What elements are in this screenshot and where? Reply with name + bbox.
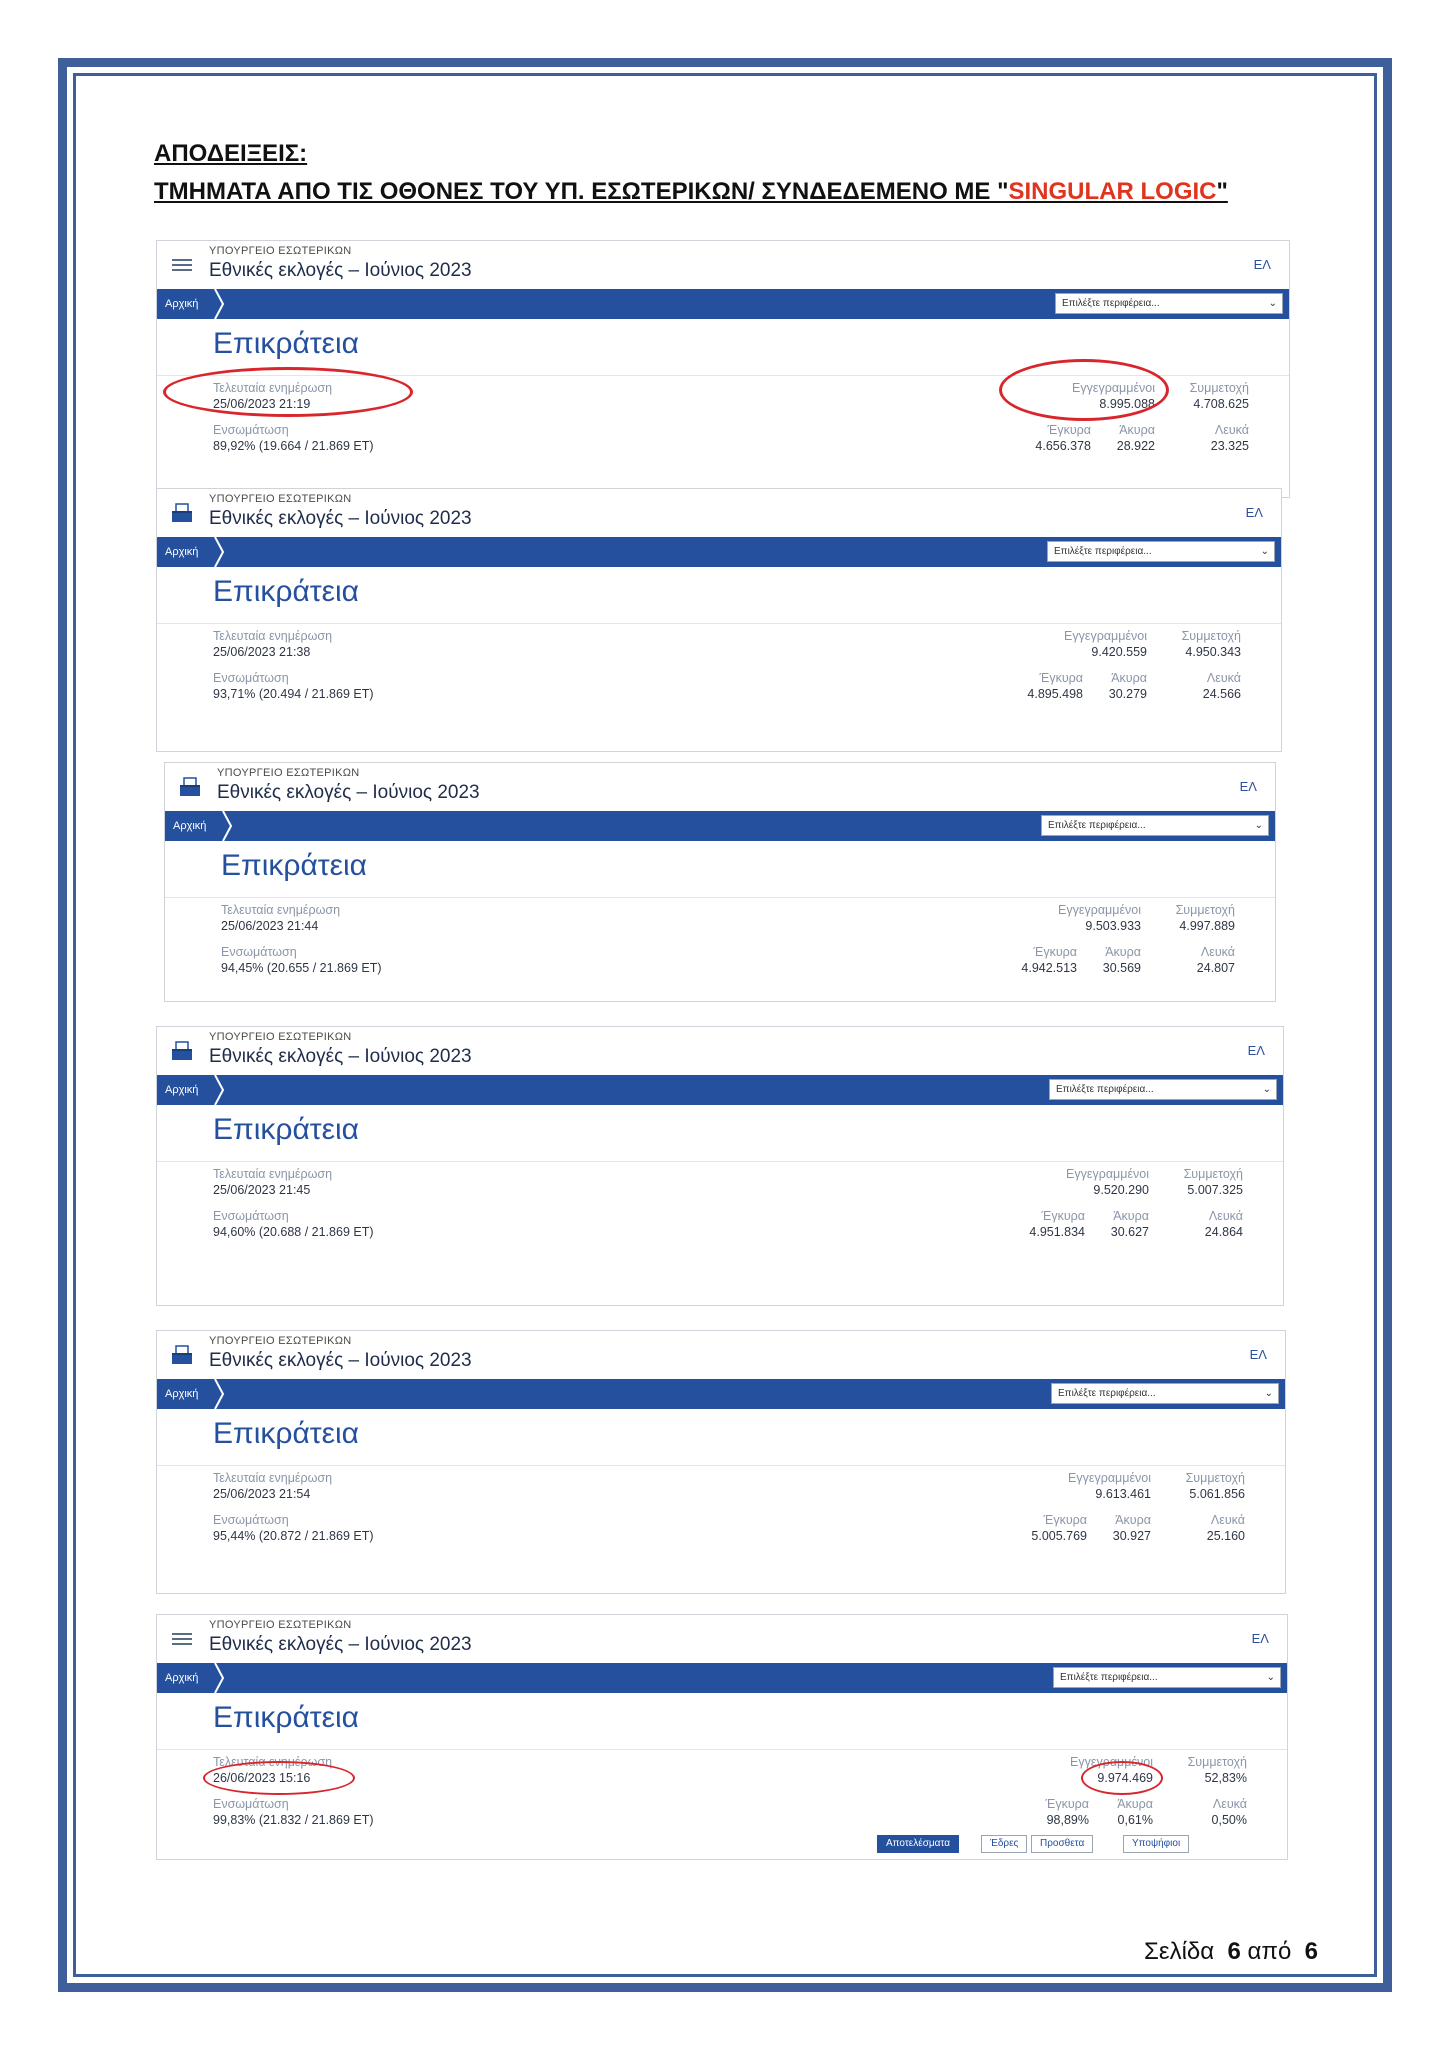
integration-label: Ενσωμάτωση [221, 945, 297, 959]
subheading-close-quote: " [1216, 178, 1228, 205]
last-update-value: 25/06/2023 21:38 [213, 645, 311, 659]
invalid-label: Άκυρα [1115, 1513, 1151, 1527]
last-update-value: 25/06/2023 21:19 [213, 397, 311, 411]
last-update-value: 26/06/2023 15:16 [213, 1771, 311, 1785]
tab-2[interactable]: Προσθετα [1031, 1835, 1093, 1853]
valid-value: 4.951.834 [1029, 1225, 1085, 1239]
breadcrumb-bar [165, 811, 1275, 841]
results-tabs [877, 1835, 1257, 1853]
region-select[interactable] [1041, 815, 1269, 836]
invalid-value: 30.279 [1108, 687, 1147, 701]
election-screenshot-1 [156, 240, 1290, 498]
blank-label: Λευκά [1200, 945, 1235, 959]
site-header [165, 763, 1275, 811]
blank-label: Λευκά [1210, 1513, 1245, 1527]
turnout-value: 5.007.325 [1187, 1183, 1243, 1197]
breadcrumb-bar [157, 537, 1281, 567]
chevron-right-icon [213, 537, 225, 567]
registered-label: Εγγεγραμμένοι [1068, 1471, 1151, 1485]
region-select-value: Επιλέξτε περιφέρεια... [1060, 1672, 1158, 1683]
chevron-down-icon: ⌄ [1260, 546, 1269, 557]
integration-value: 94,45% (20.655 / 21.869 ΕΤ) [221, 961, 382, 975]
valid-label: Έγκυρα [1047, 423, 1091, 437]
language-switch[interactable]: ΕΛ [1239, 779, 1257, 794]
registered-value: 8.995.088 [1099, 397, 1155, 411]
ministry-name: ΥΠΟΥΡΓΕΙΟ ΕΣΩΤΕΡΙΚΩΝ [209, 493, 352, 505]
region-select[interactable] [1047, 541, 1275, 562]
election-title: Εθνικές εκλογές – Ιούνιος 2023 [209, 260, 472, 281]
results-summary [157, 1693, 1287, 1860]
invalid-label: Άκυρα [1113, 1209, 1149, 1223]
last-update-label: Τελευταία ενημέρωση [213, 1471, 333, 1485]
results-summary [157, 1409, 1285, 1594]
last-update-label: Τελευταία ενημέρωση [213, 629, 333, 643]
language-switch[interactable]: ΕΛ [1251, 1631, 1269, 1646]
blank-value: 24.566 [1202, 687, 1241, 701]
region-select-value: Επιλέξτε περιφέρεια... [1056, 1084, 1154, 1095]
valid-label: Έγκυρα [1033, 945, 1077, 959]
valid-label: Έγκυρα [1045, 1797, 1089, 1811]
total-pages: 6 [1304, 1938, 1318, 1965]
registered-value: 9.613.461 [1095, 1487, 1151, 1501]
chevron-right-icon [213, 1075, 225, 1105]
highlight-circle [1081, 1761, 1163, 1795]
integration-label: Ενσωμάτωση [213, 1513, 289, 1527]
turnout-label: Συμμετοχή [1189, 381, 1249, 395]
integration-value: 95,44% (20.872 / 21.869 ΕΤ) [213, 1529, 374, 1543]
last-update-label: Τελευταία ενημέρωση [213, 1167, 333, 1181]
turnout-value: 4.997.889 [1179, 919, 1235, 933]
region-select-value: Επιλέξτε περιφέρεια... [1062, 298, 1160, 309]
page-title: Επικράτεια [213, 1113, 360, 1146]
language-switch[interactable]: ΕΛ [1247, 1043, 1265, 1058]
menu-icon[interactable] [169, 255, 195, 275]
chevron-right-icon [213, 1663, 225, 1693]
breadcrumb-home[interactable]: Αρχική [173, 820, 207, 832]
divider [157, 1161, 1283, 1162]
invalid-label: Άκυρα [1119, 423, 1155, 437]
results-summary [157, 319, 1289, 498]
region-select[interactable] [1049, 1079, 1277, 1100]
election-screenshot-2 [156, 488, 1282, 752]
valid-value: 5.005.769 [1031, 1529, 1087, 1543]
blank-value: 23.325 [1210, 439, 1249, 453]
ballot-box-icon [177, 777, 203, 797]
registered-label: Εγγεγραμμένοι [1066, 1167, 1149, 1181]
registered-label: Εγγεγραμμένοι [1064, 629, 1147, 643]
breadcrumb-bar [157, 1075, 1283, 1105]
turnout-value: 5.061.856 [1189, 1487, 1245, 1501]
integration-value: 94,60% (20.688 / 21.869 ΕΤ) [213, 1225, 374, 1239]
ministry-name: ΥΠΟΥΡΓΕΙΟ ΕΣΩΤΕΡΙΚΩΝ [217, 767, 360, 779]
turnout-label: Συμμετοχή [1183, 1167, 1243, 1181]
highlight-circle [203, 1761, 355, 1795]
highlight-circle [999, 359, 1169, 421]
election-title: Εθνικές εκλογές – Ιούνιος 2023 [209, 1350, 472, 1371]
region-select-value: Επιλέξτε περιφέρεια... [1058, 1388, 1156, 1399]
integration-label: Ενσωμάτωση [213, 423, 289, 437]
breadcrumb-home[interactable]: Αρχική [165, 1388, 199, 1400]
divider [165, 897, 1275, 898]
registered-value: 9.420.559 [1091, 645, 1147, 659]
valid-value: 4.895.498 [1027, 687, 1083, 701]
blank-label: Λευκά [1214, 423, 1249, 437]
region-select[interactable] [1055, 293, 1283, 314]
site-header [157, 489, 1281, 537]
chevron-down-icon: ⌄ [1262, 1084, 1271, 1095]
blank-value: 24.807 [1196, 961, 1235, 975]
highlight-circle [163, 367, 413, 417]
ministry-name: ΥΠΟΥΡΓΕΙΟ ΕΣΩΤΕΡΙΚΩΝ [209, 1619, 352, 1631]
election-screenshot-4 [156, 1026, 1284, 1306]
invalid-value: 0,61% [1117, 1813, 1153, 1827]
divider [157, 1749, 1287, 1750]
results-summary [165, 841, 1275, 1002]
last-update-value: 25/06/2023 21:54 [213, 1487, 311, 1501]
divider [157, 623, 1281, 624]
breadcrumb-home[interactable]: Αρχική [165, 1084, 199, 1096]
invalid-value: 30.569 [1102, 961, 1141, 975]
site-header [157, 241, 1289, 289]
region-select[interactable] [1053, 1667, 1281, 1688]
ballot-box-icon [169, 1041, 195, 1061]
page-title: Επικράτεια [213, 1701, 360, 1734]
election-title: Εθνικές εκλογές – Ιούνιος 2023 [209, 1046, 472, 1067]
election-title: Εθνικές εκλογές – Ιούνιος 2023 [209, 1634, 472, 1655]
evidence-heading: ΑΠΟΔΕΙΞΕΙΣ: [154, 140, 308, 167]
registered-label: Εγγεγραμμένοι [1058, 903, 1141, 917]
breadcrumb-home[interactable]: Αρχική [165, 546, 199, 558]
turnout-value: 4.708.625 [1193, 397, 1249, 411]
chevron-right-icon [221, 811, 233, 841]
invalid-label: Άκυρα [1111, 671, 1147, 685]
valid-value: 4.656.378 [1035, 439, 1091, 453]
page-label: Σελίδα [1144, 1938, 1215, 1965]
page-number [1144, 1938, 1318, 1966]
turnout-label: Συμμετοχή [1181, 629, 1241, 643]
blank-value: 0,50% [1211, 1813, 1247, 1827]
current-page: 6 [1227, 1938, 1241, 1965]
site-header [157, 1331, 1285, 1379]
chevron-down-icon: ⌄ [1264, 1388, 1273, 1399]
valid-label: Έγκυρα [1043, 1513, 1087, 1527]
tab-3[interactable]: Υποψήφιοι [1123, 1835, 1189, 1853]
turnout-value: 52,83% [1204, 1771, 1247, 1785]
integration-label: Ενσωμάτωση [213, 1209, 289, 1223]
results-summary [157, 567, 1281, 752]
registered-label: Εγγεγραμμένοι [1070, 1755, 1153, 1769]
page-title: Επικράτεια [213, 575, 360, 608]
tab-0[interactable]: Αποτελέσματα [877, 1835, 959, 1853]
menu-icon[interactable] [169, 1629, 195, 1649]
invalid-value: 30.627 [1110, 1225, 1149, 1239]
last-update-label: Τελευταία ενημέρωση [221, 903, 341, 917]
breadcrumb-bar [157, 1379, 1285, 1409]
registered-label: Εγγεγραμμένοι [1072, 381, 1155, 395]
chevron-down-icon: ⌄ [1266, 1672, 1275, 1683]
integration-value: 93,71% (20.494 / 21.869 ΕΤ) [213, 687, 374, 701]
language-switch[interactable]: ΕΛ [1249, 1347, 1267, 1362]
invalid-label: Άκυρα [1105, 945, 1141, 959]
election-screenshot-3 [164, 762, 1276, 1002]
region-select-value: Επιλέξτε περιφέρεια... [1054, 546, 1152, 557]
valid-label: Έγκυρα [1039, 671, 1083, 685]
chevron-down-icon: ⌄ [1268, 298, 1277, 309]
ballot-box-icon [169, 503, 195, 523]
valid-value: 98,89% [1046, 1813, 1089, 1827]
ballot-box-icon [169, 1345, 195, 1365]
turnout-value: 4.950.343 [1185, 645, 1241, 659]
last-update-value: 25/06/2023 21:44 [221, 919, 319, 933]
chevron-down-icon: ⌄ [1254, 820, 1263, 831]
valid-value: 4.942.513 [1021, 961, 1077, 975]
last-update-label: Τελευταία ενημέρωση [213, 381, 333, 395]
blank-value: 24.864 [1204, 1225, 1243, 1239]
last-update-value: 25/06/2023 21:45 [213, 1183, 311, 1197]
results-summary [157, 1105, 1283, 1306]
ministry-name: ΥΠΟΥΡΓΕΙΟ ΕΣΩΤΕΡΙΚΩΝ [209, 1031, 352, 1043]
integration-label: Ενσωμάτωση [213, 1797, 289, 1811]
integration-label: Ενσωμάτωση [213, 671, 289, 685]
integration-value: 99,83% (21.832 / 21.869 ΕΤ) [213, 1813, 374, 1827]
language-switch[interactable]: ΕΛ [1253, 257, 1271, 272]
turnout-label: Συμμετοχή [1185, 1471, 1245, 1485]
turnout-label: Συμμετοχή [1175, 903, 1235, 917]
page-title: Επικράτεια [221, 849, 368, 882]
ministry-name: ΥΠΟΥΡΓΕΙΟ ΕΣΩΤΕΡΙΚΩΝ [209, 245, 352, 257]
language-switch[interactable]: ΕΛ [1245, 505, 1263, 520]
breadcrumb-home[interactable]: Αρχική [165, 298, 199, 310]
blank-label: Λευκά [1206, 671, 1241, 685]
election-title: Εθνικές εκλογές – Ιούνιος 2023 [209, 508, 472, 529]
turnout-label: Συμμετοχή [1187, 1755, 1247, 1769]
divider [157, 1465, 1285, 1466]
ministry-name: ΥΠΟΥΡΓΕΙΟ ΕΣΩΤΕΡΙΚΩΝ [209, 1335, 352, 1347]
election-screenshot-6 [156, 1614, 1288, 1860]
integration-value: 89,92% (19.664 / 21.869 ΕΤ) [213, 439, 374, 453]
page-title: Επικράτεια [213, 327, 360, 360]
invalid-value: 28.922 [1116, 439, 1155, 453]
blank-label: Λευκά [1208, 1209, 1243, 1223]
blank-value: 25.160 [1206, 1529, 1245, 1543]
last-update-label: Τελευταία ενημέρωση [213, 1755, 333, 1769]
evidence-subheading [154, 178, 1228, 206]
invalid-value: 30.927 [1112, 1529, 1151, 1543]
registered-value: 9.520.290 [1093, 1183, 1149, 1197]
region-select-value: Επιλέξτε περιφέρεια... [1048, 820, 1146, 831]
region-select[interactable] [1051, 1383, 1279, 1404]
singular-logic-highlight: SINGULAR LOGIC [1008, 178, 1217, 205]
election-screenshot-5 [156, 1330, 1286, 1594]
blank-label: Λευκά [1212, 1797, 1247, 1811]
breadcrumb-bar [157, 1663, 1287, 1693]
breadcrumb-bar [157, 289, 1289, 319]
site-header [157, 1615, 1287, 1663]
site-header [157, 1027, 1283, 1075]
page-title: Επικράτεια [213, 1417, 360, 1450]
invalid-label: Άκυρα [1117, 1797, 1153, 1811]
breadcrumb-home[interactable]: Αρχική [165, 1672, 199, 1684]
subheading-text: ΤΜΗΜΑΤΑ ΑΠΟ ΤΙΣ ΟΘΟΝΕΣ ΤΟΥ ΥΠ. ΕΣΩΤΕΡΙΚΩΝ/ ΣΥΝΔΕΔΕΜΕΝΟ ΜΕ " [154, 178, 1009, 205]
election-title: Εθνικές εκλογές – Ιούνιος 2023 [217, 782, 480, 803]
chevron-right-icon [213, 1379, 225, 1409]
registered-value: 9.974.469 [1097, 1771, 1153, 1785]
chevron-right-icon [213, 289, 225, 319]
valid-label: Έγκυρα [1041, 1209, 1085, 1223]
tab-1[interactable]: Έδρες [981, 1835, 1027, 1853]
registered-value: 9.503.933 [1085, 919, 1141, 933]
page-of: από [1247, 1938, 1292, 1965]
